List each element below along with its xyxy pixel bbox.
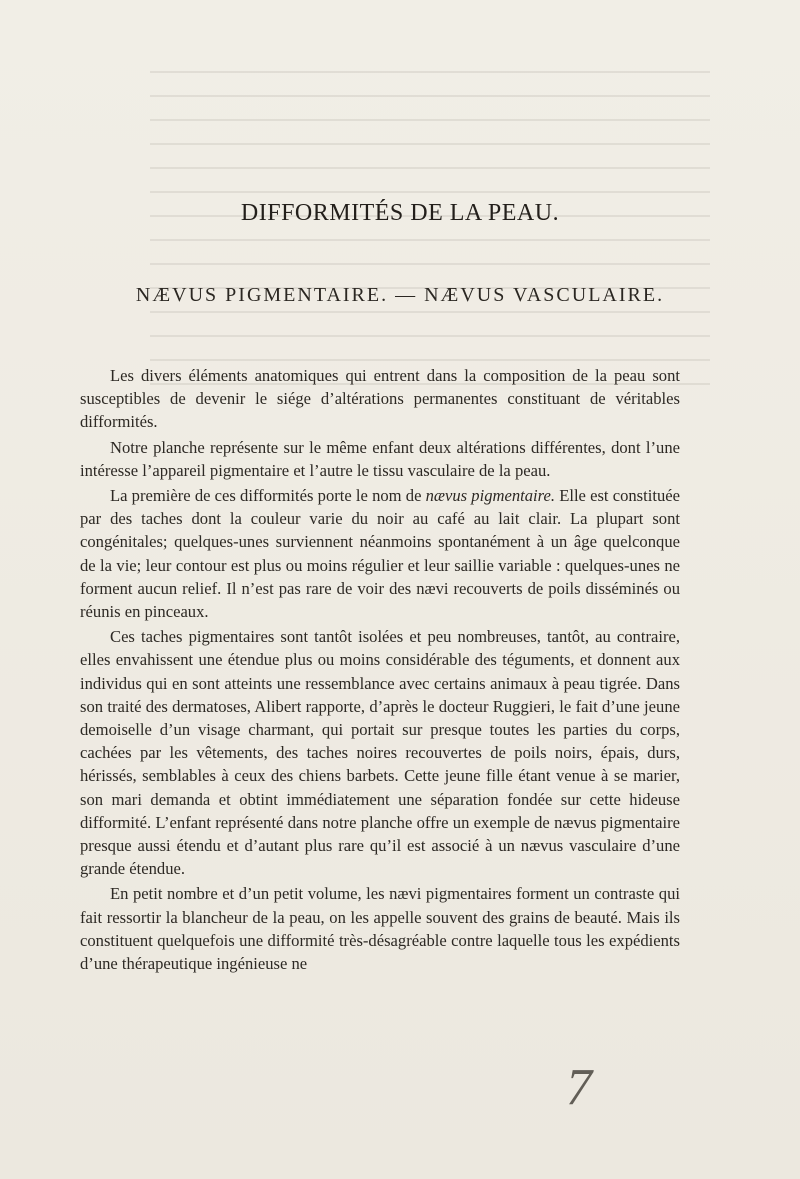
italic-term: nævus pigmentaire. (425, 486, 556, 506)
body-text (80, 364, 680, 977)
paragraph: Ces taches pigmentaires sont tantôt isolées et peu nombreuses, tantôt, au contraire, elles envahissent une étendue plus ou moins considérable des téguments, et donnent aux individus qui en sont atteints une ressemblance avec certains animaux à peau tigrée. Dans son traité des dermatoses, Alibert rapporte, d’après le docteur Ruggieri, le fait d’une jeune demoiselle d’un visage charmant, qui portait sur presque toutes les parties du corps, cachées par les vêtements, des taches noires recouvertes de poils noirs, épais, durs, hérissés, semblables à ceux des chiens barbets. Cette jeune fille étant venue à se marier, son mari demanda et obtint immédiatement une séparation fondée sur cette hideuse difformité. L’enfant représenté dans notre planche offre un exemple de nævus pigmentaire presque aussi étendu et d’autant plus rare qu’il est associé à un nævus vasculaire d’une grande étendue. (80, 627, 680, 879)
page-title: DIFFORMITÉS DE LA PEAU. (240, 200, 560, 226)
paragraph: La première de ces difformités porte le nom de nævus pigmentaire. Elle est constituée par des taches dont la couleur varie du noir au café au lait clair. La plupart sont congénitales; quelques-unes surviennent néanmoins spontanément à un âge quelconque de la vie; leur contour est plus ou moins régulier et leur saillie variable : quelques-unes ne forment aucun relief. Il n’est pas rare de voir des nævi recouverts de poils disséminés ou réunis en pinceaux. (80, 486, 680, 622)
handwritten-page-number: 7 (566, 1059, 592, 1116)
paragraph: Notre planche représente sur le même enfant deux altérations différentes, dont l’une intéresse l’appareil pigmentaire et l’autre le tissu vasculaire de la peau. (80, 437, 680, 480)
paragraph: Les divers éléments anatomiques qui entrent dans la composition de la peau sont susceptibles de devenir le siége d’altérations permanentes constituant de véritables difformités. (80, 366, 680, 432)
paragraph: En petit nombre et d’un petit volume, les nævi pigmentaires forment un contraste qui fait ressortir la blancheur de la peau, on les appelle souvent des grains de beauté. Mais ils constituent quelquefois une difformité très-désagréable contre laquelle tous les expédients d’une thérapeutique ingénieuse ne (80, 884, 680, 974)
section-subtitle: NÆVUS PIGMENTAIRE. — NÆVUS VASCULAIRE. (135, 284, 665, 306)
